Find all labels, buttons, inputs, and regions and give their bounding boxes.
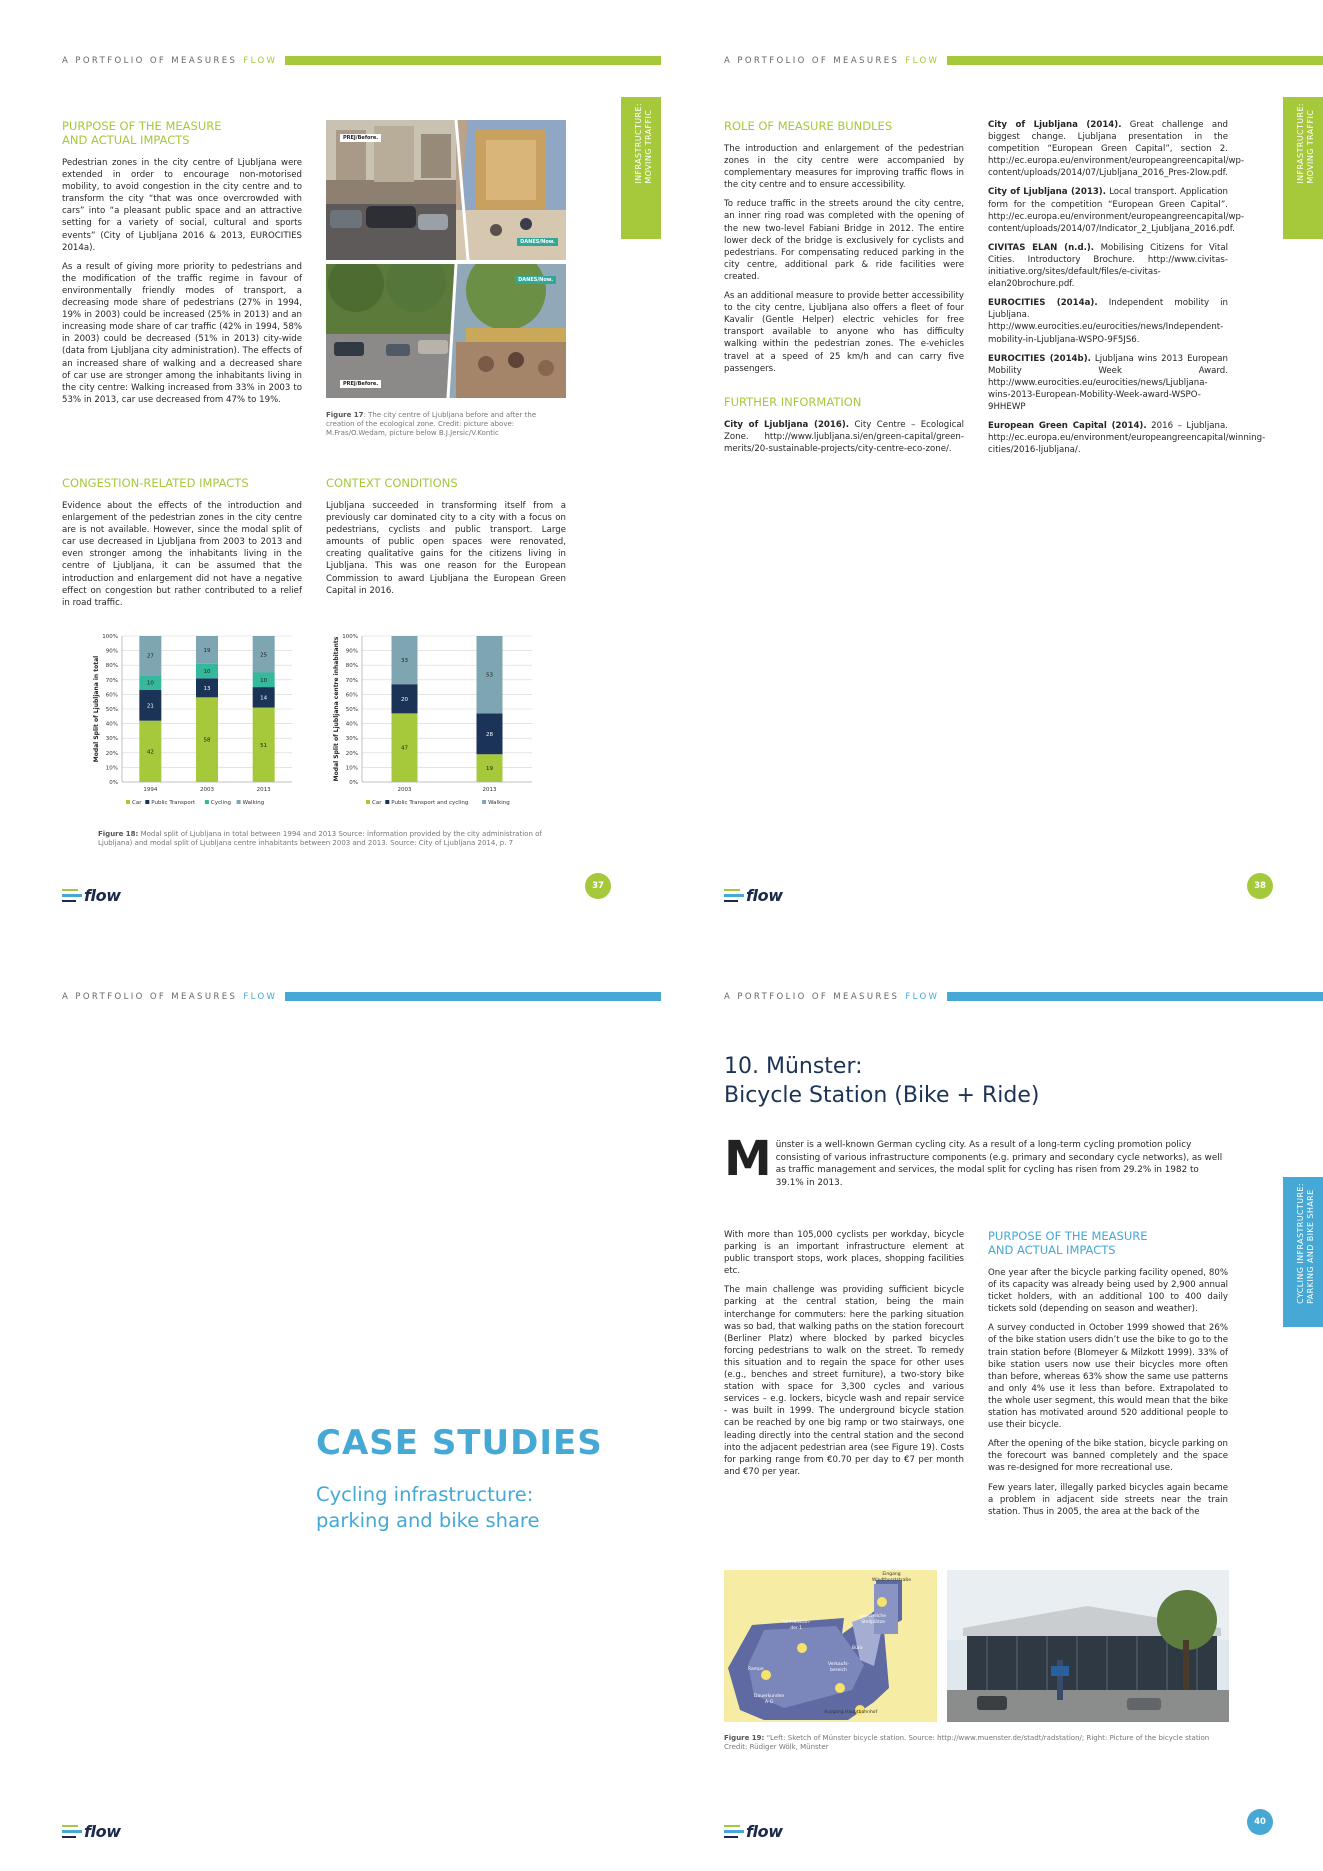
y-tick-label: 50% — [345, 707, 358, 713]
data-label: 58 — [203, 737, 211, 744]
y-tick-label: 20% — [105, 750, 118, 757]
y-tick-label: 0% — [109, 780, 118, 786]
flow-logo: flow — [62, 1822, 121, 1841]
legend-swatch — [482, 800, 486, 804]
y-tick-label: 70% — [105, 677, 118, 684]
section-heading: FURTHER INFORMATION — [724, 395, 862, 409]
reference-item: City of Ljubljana (2013). Local transport. Application form for the competition “European Green Capital”. http://ec.europa.eu/environment/europeangreencapital/wp-content/uploads/2014/07/Indicator_2_Ljubljana_2016.pdf. — [988, 187, 1245, 234]
map-label: Ausgang Hauptbahnhof — [824, 1710, 878, 1715]
y-tick-label: 60% — [345, 692, 358, 699]
data-label: 28 — [486, 731, 493, 738]
after-tag: DANES/Now. — [515, 276, 556, 284]
legend-label: Walking — [242, 800, 265, 806]
street-photo-image — [326, 264, 566, 398]
y-tick-label: 50% — [105, 707, 118, 713]
station-photo-image — [947, 1570, 1229, 1722]
reference-item: European Green Capital (2014). 2016 – Ljubljana. http://ec.europa.eu/environment/europeangreencapital/winning-cities/2016-ljubljana/. — [988, 421, 1266, 456]
modal-split-centre-chart — [328, 628, 552, 818]
legend-swatch — [366, 800, 370, 804]
section-heading: CONTEXT CONDITIONS — [326, 476, 458, 490]
y-tick-label: 60% — [105, 692, 118, 699]
map-label: Eingang Windthorststraße — [872, 1572, 911, 1583]
data-label: 51 — [260, 742, 268, 749]
drop-cap: M — [724, 1131, 772, 1187]
photo-before-above — [326, 120, 566, 260]
data-label: 33 — [401, 658, 408, 665]
body-text: Ljubljana succeeded in transforming itself from a previously car dominated city to a city with a focus on pedestrians, cyclists and public transport. Large amounts of public open spaces were renovated, creating qualitative gains for the citizens living in Ljubljana. This was one reason for the European Commission to award Ljubljana the European Green Capital in 2016. — [326, 501, 566, 596]
photo-before-below — [326, 264, 566, 398]
header-bar — [947, 56, 1323, 65]
data-label: 10 — [146, 680, 154, 687]
x-tick-label: 2013 — [256, 787, 271, 793]
section-heading: CONGESTION-RELATED IMPACTS — [62, 476, 249, 490]
y-tick-label: 70% — [345, 677, 358, 684]
reference-item: City of Ljubljana (2014). Great challenge and biggest change. Ljubljana presentation in the competition “European Green Capital”, section 2. http://ec.europa.eu/environment/europeangreencapital/wp-content/uploads/2014/07/Ljubljana_2016_Pres-2low.pdf. — [988, 120, 1245, 179]
data-label: 20 — [401, 696, 408, 703]
data-label: 19 — [486, 766, 493, 773]
modal-split-total-chart — [88, 628, 312, 818]
body-text: Pedestrian zones in the city centre of Ljubljana were extended in order to encourage non-motorised mobility, to avoid congestion in the city centre and to transform the city “that was once overcrowded with cars” into “a pleasant public space and an attractive setting for a variety of social, cultural and sports events” (City of Ljubljana 2016 & 2013, EUROCITIES 2014a). As a result of giving more priority to pedestrians and the modification of the traffic regime in favour of environmentally friendly modes of transport, a decreasing mode share of pedestrians (27% in 1994, 19% in 2003) could be increased (25% in 2013) and an increasing mode share of car traffic (42% in 1994, 58% in 2003) could be decreased (51% in 2013) city-wide (data from Ljubljana city administration). The effects of an increased share of walking and a decreased share of car use are stronger among the inhabitants living in the city centre: Walking increased from 33% in 2003 to 53% in 2013, car use decreased from 47% to 19%. — [62, 158, 302, 405]
legend-label: Car — [132, 800, 142, 806]
y-tick-label: 90% — [345, 648, 358, 655]
running-header: A PORTFOLIO OF MEASURES FLOW — [62, 56, 278, 66]
figure-17-caption: Figure 17: The city centre of Ljubljana before and after the creation of the ecological zone. Credit: picture above: M.Fras/O.Wedam, picture below B.J.Jersic/V.Kontic — [326, 411, 537, 438]
body-text: With more than 105,000 cyclists per workday, bicycle parking is an important infrastructure element at public transport stops, work places, shopping facilities etc. The main challenge was providing sufficient bicycle parking at the central station, being the main interchange for commuters: here the parking situation was so bad, that walking paths on the station forecourt (Berliner Platz) where blocked by parked bicycles forcing pedestrians to walk on the street. To remedy this situation and to regain the space for other uses (e.g., benches and street furniture), a two-story bike station with space for 3,300 cycles and various services – e.g. lockers, bicycle wash and repair service - was built in 1999. The underground bicycle station can be reached by one big ramp or two stairways, one leading directly into the central station and the second into the adjacent pedestrian area (see Figure 19). Costs for parking range from €0.70 per day to €7 per month and €70 per year. — [724, 1230, 964, 1477]
data-label: 42 — [146, 749, 154, 756]
before-tag: PREJ/Before. — [340, 380, 381, 388]
case-title: 10. Münster: Bicycle Station (Bike + Ride) — [724, 1054, 1040, 1108]
running-header: A PORTFOLIO OF MEASURES FLOW — [62, 992, 278, 1002]
section-heading: PURPOSE OF THE MEASURE AND ACTUAL IMPACTS — [62, 119, 222, 147]
chart-svg — [328, 628, 552, 818]
chart-svg — [88, 628, 312, 818]
bike-station-photo — [947, 1570, 1229, 1722]
map-label: Rampe — [748, 1667, 764, 1672]
reference-item: EUROCITIES (2014a). Independent mobility in Ljubljana. http://www.eurocities.eu/eurocities/news/Independent-mobility-in-Ljubljana-WSPO-9F5JS6. — [988, 298, 1228, 345]
header-bar — [285, 992, 661, 1001]
map-label: Verkaufs- bereich — [828, 1662, 850, 1673]
x-tick-label: 2003 — [200, 787, 214, 793]
legend-swatch — [385, 800, 389, 804]
y-tick-label: 90% — [105, 648, 118, 655]
page-40 — [662, 936, 1323, 1871]
y-tick-label: 10% — [345, 765, 358, 772]
body-text: The introduction and enlargement of the pedestrian zones in the city centre were accompanied by complementary measures for improving traffic flows in the city centre and to ensure accessibility. To reduce traffic in the streets around the city centre, an inner ring road was completed with the opening of the new two-level Fabiani Bridge in 2012. The entire lower deck of the bridge is exclusively for cyclists and pedestrians. For compensating reduced parking in the city centre, additional park & ride facilities were created. As an additional measure to provide better accessibility to the city centre, Ljubljana also offers a fleet of four Kavalir (Gentle Helper) electric vehicles for free transport available to anyone who has difficulty walking within the pedestrian zones. The e-vehicles travel at a speed of 25 km/h and can carry five passengers. — [724, 144, 964, 374]
figure-18-caption: Figure 18: Modal split of Ljubljana in total between 1994 and 2013 Source: information provided by the city administration of Ljubljana) and modal split of Ljubljana centre inhabitants between 2003 and 2013. Source: City of Ljubljana 2014, p. 7 — [98, 830, 542, 848]
page-number: 38 — [1247, 873, 1273, 899]
flow-logo: flow — [724, 886, 783, 905]
y-tick-label: 30% — [345, 736, 358, 743]
legend-swatch — [145, 800, 149, 804]
reference-item: City of Ljubljana (2016). City Centre – Ecological Zone. http://www.ljubljana.si/en/green-capital/green-merits/20-sustainable-projects/city-centre-eco-zone/. — [724, 420, 964, 455]
x-tick-label: 2013 — [482, 787, 497, 793]
y-axis-label: Modal Split of Ljubljana in total — [93, 655, 100, 763]
map-label: Fahrradstän- der 1 — [782, 1620, 811, 1631]
x-tick-label: 1994 — [143, 787, 158, 793]
data-label: 53 — [486, 672, 493, 679]
running-header: A PORTFOLIO OF MEASURES FLOW — [724, 992, 940, 1002]
page-38 — [662, 0, 1323, 935]
intro-paragraph: M ünster is a well-known German cycling city. As a result of a long-term cycling promotion policy consisting of various infrastructure components (e.g. primary and secondary cycle networks), as well as traffic management and services, the modal split for cycling has risen from 29.2% in 1982 to 39.1% in 2013. — [724, 1131, 1223, 1188]
data-label: 47 — [401, 745, 408, 752]
legend-label: Public Transport — [151, 800, 196, 806]
y-tick-label: 80% — [105, 663, 118, 670]
y-tick-label: 100% — [342, 634, 358, 640]
y-tick-label: 0% — [349, 780, 358, 786]
y-tick-label: 40% — [345, 721, 358, 728]
bike-station-sketch — [724, 1570, 937, 1722]
y-tick-label: 80% — [345, 663, 358, 670]
reference-item: EUROCITIES (2014b). Ljubljana wins 2013 European Mobility Week Award. http://www.eurocities.eu/eurocities/news/Ljubljana-wins-2013-European-Mobility-Week-award-WSPO-9HHEWP — [988, 353, 1229, 412]
page-number: 37 — [585, 873, 611, 899]
body-text: Evidence about the effects of the introduction and enlargement of the pedestrian zones in the city centre are is not available. However, since the modal split of car use decreased in Ljubljana from 2003 to 2013 and even stronger among the inhabitants living in the centre of Ljubljana, it can be assumed that the introduction and enlargement did not have a negative effect on congestion but rather contributed to a relief in road traffic. — [62, 501, 302, 608]
data-label: 27 — [146, 653, 154, 660]
data-label: 13 — [203, 685, 211, 692]
section-heading: ROLE OF MEASURE BUNDLES — [724, 119, 893, 133]
header-bar — [947, 992, 1323, 1001]
legend-label: Cycling — [210, 800, 232, 806]
section-side-tab: CYCLING INFRASTRUCTURE: PARKING AND BIKE SHARE — [1283, 1177, 1323, 1327]
y-tick-label: 20% — [345, 750, 358, 757]
reference-list — [724, 419, 964, 462]
case-studies-title: CASE STUDIES — [316, 1423, 603, 1463]
reference-list — [988, 119, 1266, 463]
page-37 — [0, 0, 661, 935]
data-label: 14 — [260, 695, 268, 702]
data-label: 25 — [260, 652, 268, 659]
data-label: 10 — [260, 677, 268, 684]
reference-item: CIVITAS ELAN (n.d.). Mobilising Citizens for Vital Cities. Introductory Brochure. http://www.civitas-initiative.org/sites/default/files/e-civitas-elan20brochure.pdf. — [988, 242, 1228, 290]
legend-label: Walking — [488, 800, 510, 806]
y-tick-label: 40% — [105, 721, 118, 728]
y-tick-label: 30% — [105, 736, 118, 743]
after-tag: DANES/Now. — [517, 238, 558, 246]
map-label: Büro — [852, 1646, 863, 1651]
legend-label: Car — [372, 800, 382, 806]
header-bar — [285, 56, 661, 65]
y-axis-label: Modal Split of Ljubljana centre inhabitants — [333, 636, 340, 782]
data-label: 19 — [203, 647, 211, 654]
flow-logo: flow — [724, 1822, 783, 1841]
flow-logo: flow — [62, 886, 121, 905]
legend-swatch — [126, 800, 130, 804]
page-39 — [0, 936, 661, 1871]
y-tick-label: 100% — [102, 634, 118, 640]
figure-19-caption: Figure 19: “Left: Sketch of Münster bicycle station. Source: http://www.muenster.de/stadt/radstation/; Right: Picture of the bicycle station Credit: Rüdiger Wölk, Münster — [724, 1734, 1210, 1752]
legend-label: Public Transport and cycling — [391, 800, 469, 806]
section-side-tab: INFRASTRUCTURE: MOVING TRAFFIC — [1283, 97, 1323, 239]
map-label: persönliche Stellplätze — [860, 1614, 887, 1625]
legend-swatch — [205, 800, 209, 804]
running-header: A PORTFOLIO OF MEASURES FLOW — [724, 56, 940, 66]
section-side-tab: INFRASTRUCTURE: MOVING TRAFFIC — [621, 97, 661, 239]
y-tick-label: 10% — [105, 765, 118, 772]
map-label: Dauerkunden A-G — [754, 1694, 785, 1705]
case-studies-subtitle: Cycling infrastructure: parking and bike share — [316, 1483, 540, 1532]
section-heading: PURPOSE OF THE MEASURE AND ACTUAL IMPACTS — [988, 1229, 1148, 1257]
body-text: One year after the bicycle parking facility opened, 80% of its capacity was already being used by 2,900 annual ticket holders, with an additional 100 to 400 daily tickets sold (depending on season and weather). A survey conducted in October 1999 showed that 26% of the bike station users didn’t use the bike to go to the train station before (Blomeyer & Milzkott 1999). 33% of bike station users now use their bicycles more often than before, whereas 63% show the same use patterns and only 4% use it less than before. Extrapolated to the whole user segment, this would mean that the bike station has motivated around 520 additional people to use their bicycle. After the opening of the bike station, bicycle parking on the forecourt was banned completely and the space was re-designed for more recreational use. Few years later, illegally parked bicycles again became a problem in adjacent side streets near the train station. Thus in 2005, the area at the back of the — [988, 1268, 1228, 1517]
data-label: 10 — [203, 669, 211, 676]
x-tick-label: 2003 — [397, 787, 412, 793]
legend-swatch — [237, 800, 241, 804]
before-tag: PREJ/Before. — [340, 134, 381, 142]
data-label: 21 — [146, 703, 154, 710]
page-number: 40 — [1247, 1809, 1273, 1835]
